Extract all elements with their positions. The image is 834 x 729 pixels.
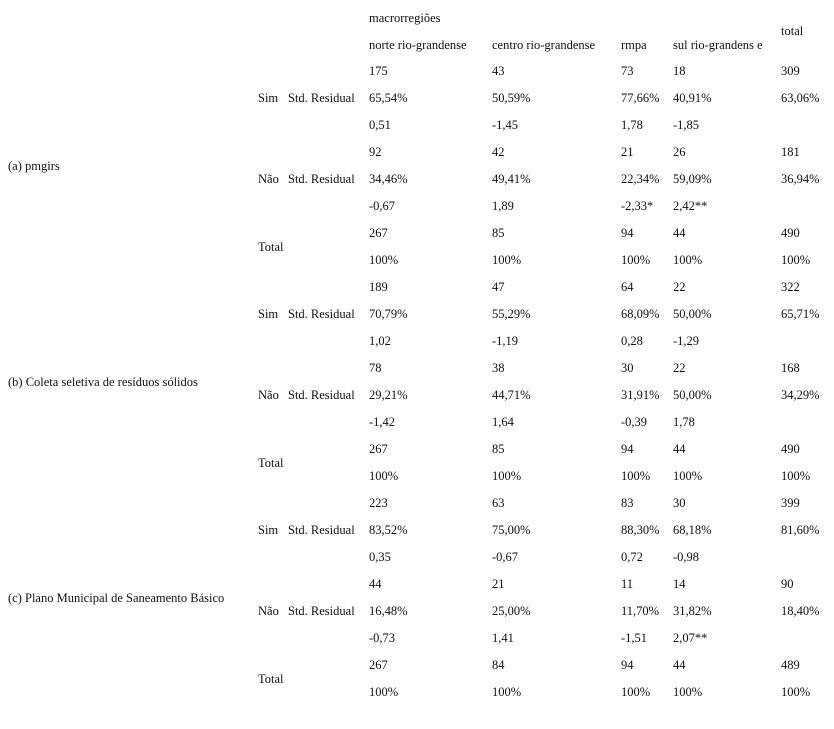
percent-cell: 77,66% (621, 91, 660, 105)
residual-cell: 2,07** (673, 631, 708, 645)
percent-cell: 34,29% (781, 388, 820, 402)
total-row-label: Total (258, 671, 284, 686)
residual-cell: 0,72 (621, 550, 643, 564)
total-count-cell: 267 (369, 658, 388, 672)
nao-row-label: Não (258, 172, 279, 186)
total-percent-cell: 100% (781, 253, 811, 267)
percent-cell: 31,91% (621, 388, 660, 402)
count-cell: 26 (673, 145, 686, 159)
residual-cell: -0,73 (369, 631, 396, 645)
residual-cell: 1,89 (492, 199, 514, 213)
percent-cell: 18,40% (781, 604, 820, 618)
total-row-label: Total (258, 455, 284, 470)
percent-cell: 36,94% (781, 172, 820, 186)
total-percent-cell: 100% (492, 253, 522, 267)
total-count-cell: 94 (621, 226, 634, 240)
total-count-cell: 489 (781, 658, 800, 672)
residual-cell: 1,78 (621, 118, 643, 132)
total-count-cell: 84 (492, 658, 505, 672)
percent-cell: 40,91% (673, 91, 712, 105)
count-cell: 322 (781, 280, 800, 294)
total-count-cell: 94 (621, 442, 634, 456)
residual-cell: -1,51 (621, 631, 648, 645)
std-residual-label: Std. Residual (288, 523, 355, 537)
column-header: rmpa (621, 38, 647, 52)
percent-cell: 65,71% (781, 307, 820, 321)
std-residual-label: Std. Residual (288, 172, 355, 186)
percent-cell: 88,30% (621, 523, 660, 537)
sim-row-label: Sim (258, 523, 279, 537)
residual-cell: 0,28 (621, 334, 643, 348)
percent-cell: 11,70% (621, 604, 660, 618)
residual-cell: 0,35 (369, 550, 391, 564)
count-cell: 175 (369, 64, 388, 78)
total-count-cell: 44 (673, 442, 686, 456)
percent-cell: 44,71% (492, 388, 531, 402)
count-cell: 63 (492, 496, 505, 510)
count-cell: 189 (369, 280, 388, 294)
count-cell: 43 (492, 64, 505, 78)
residual-cell: -1,19 (492, 334, 519, 348)
residual-cell: 1,02 (369, 334, 391, 348)
residual-cell: 2,42** (673, 199, 708, 213)
percent-cell: 22,34% (621, 172, 660, 186)
count-cell: 18 (673, 64, 686, 78)
residual-cell: -2,33* (621, 199, 654, 213)
total-percent-cell: 100% (673, 685, 703, 699)
residual-cell: -0,39 (621, 415, 648, 429)
section-label: (b) Coleta seletiva de resíduos sólidos (8, 374, 198, 389)
nao-row-label: Não (258, 388, 279, 402)
percent-cell: 16,48% (369, 604, 408, 618)
count-cell: 168 (781, 361, 800, 375)
residual-cell: -1,45 (492, 118, 519, 132)
percent-cell: 29,21% (369, 388, 408, 402)
total-count-cell: 267 (369, 226, 388, 240)
percent-cell: 81,60% (781, 523, 820, 537)
count-cell: 44 (369, 577, 382, 591)
percent-cell: 70,79% (369, 307, 408, 321)
percent-cell: 63,06% (781, 91, 820, 105)
residual-cell: -0,67 (492, 550, 519, 564)
nao-row-label: Não (258, 604, 279, 618)
count-cell: 14 (673, 577, 686, 591)
count-cell: 90 (781, 577, 794, 591)
count-cell: 47 (492, 280, 505, 294)
count-cell: 30 (621, 361, 634, 375)
total-count-cell: 490 (781, 442, 800, 456)
total-percent-cell: 100% (369, 469, 399, 483)
total-row-label: Total (258, 239, 284, 254)
residual-cell: -1,42 (369, 415, 396, 429)
percent-cell: 50,59% (492, 91, 531, 105)
header-group-label: macrorregiões (369, 11, 441, 25)
total-percent-cell: 100% (621, 685, 651, 699)
column-header: norte rio-grandense (369, 38, 467, 52)
count-cell: 181 (781, 145, 800, 159)
count-cell: 223 (369, 496, 388, 510)
section-label: (a) pmgirs (8, 158, 60, 173)
percent-cell: 49,41% (492, 172, 531, 186)
section-label: (c) Plano Municipal de Saneamento Básico (8, 590, 225, 605)
std-residual-label: Std. Residual (288, 604, 355, 618)
count-cell: 399 (781, 496, 800, 510)
count-cell: 73 (621, 64, 634, 78)
residual-cell: 1,64 (492, 415, 514, 429)
residual-cell: -1,85 (673, 118, 700, 132)
std-residual-label: Std. Residual (288, 307, 355, 321)
total-percent-cell: 100% (492, 469, 522, 483)
count-cell: 64 (621, 280, 634, 294)
total-percent-cell: 100% (621, 469, 651, 483)
count-cell: 21 (492, 577, 505, 591)
count-cell: 21 (621, 145, 634, 159)
count-cell: 42 (492, 145, 505, 159)
count-cell: 22 (673, 361, 686, 375)
percent-cell: 55,29% (492, 307, 531, 321)
total-count-cell: 267 (369, 442, 388, 456)
percent-cell: 75,00% (492, 523, 531, 537)
total-percent-cell: 100% (369, 253, 399, 267)
total-percent-cell: 100% (369, 685, 399, 699)
std-residual-label: Std. Residual (288, 388, 355, 402)
std-residual-label: Std. Residual (288, 91, 355, 105)
total-percent-cell: 100% (673, 469, 703, 483)
column-header: sul rio-grandens e (673, 38, 763, 52)
percent-cell: 34,46% (369, 172, 408, 186)
total-percent-cell: 100% (781, 685, 811, 699)
total-percent-cell: 100% (492, 685, 522, 699)
total-count-cell: 44 (673, 226, 686, 240)
percent-cell: 83,52% (369, 523, 408, 537)
sim-row-label: Sim (258, 307, 279, 321)
count-cell: 83 (621, 496, 634, 510)
percent-cell: 65,54% (369, 91, 408, 105)
residual-cell: 0,51 (369, 118, 391, 132)
column-header: centro rio-grandense (492, 38, 596, 52)
total-count-cell: 85 (492, 226, 505, 240)
count-cell: 30 (673, 496, 686, 510)
total-percent-cell: 100% (781, 469, 811, 483)
residual-cell: -0,67 (369, 199, 396, 213)
count-cell: 38 (492, 361, 505, 375)
residual-cell: 1,78 (673, 415, 695, 429)
total-percent-cell: 100% (673, 253, 703, 267)
percent-cell: 25,00% (492, 604, 531, 618)
residual-cell: -1,29 (673, 334, 700, 348)
percent-cell: 59,09% (673, 172, 712, 186)
total-count-cell: 94 (621, 658, 634, 672)
count-cell: 92 (369, 145, 382, 159)
count-cell: 78 (369, 361, 382, 375)
total-percent-cell: 100% (621, 253, 651, 267)
percent-cell: 50,00% (673, 388, 712, 402)
percent-cell: 50,00% (673, 307, 712, 321)
count-cell: 309 (781, 64, 800, 78)
residual-cell: 1,41 (492, 631, 514, 645)
residual-cell: -0,98 (673, 550, 700, 564)
count-cell: 22 (673, 280, 686, 294)
percent-cell: 31,82% (673, 604, 712, 618)
total-count-cell: 44 (673, 658, 686, 672)
percent-cell: 68,09% (621, 307, 660, 321)
percent-cell: 68,18% (673, 523, 712, 537)
total-count-cell: 85 (492, 442, 505, 456)
column-header-total: total (781, 24, 804, 38)
count-cell: 11 (621, 577, 634, 591)
total-count-cell: 490 (781, 226, 800, 240)
sim-row-label: Sim (258, 91, 279, 105)
